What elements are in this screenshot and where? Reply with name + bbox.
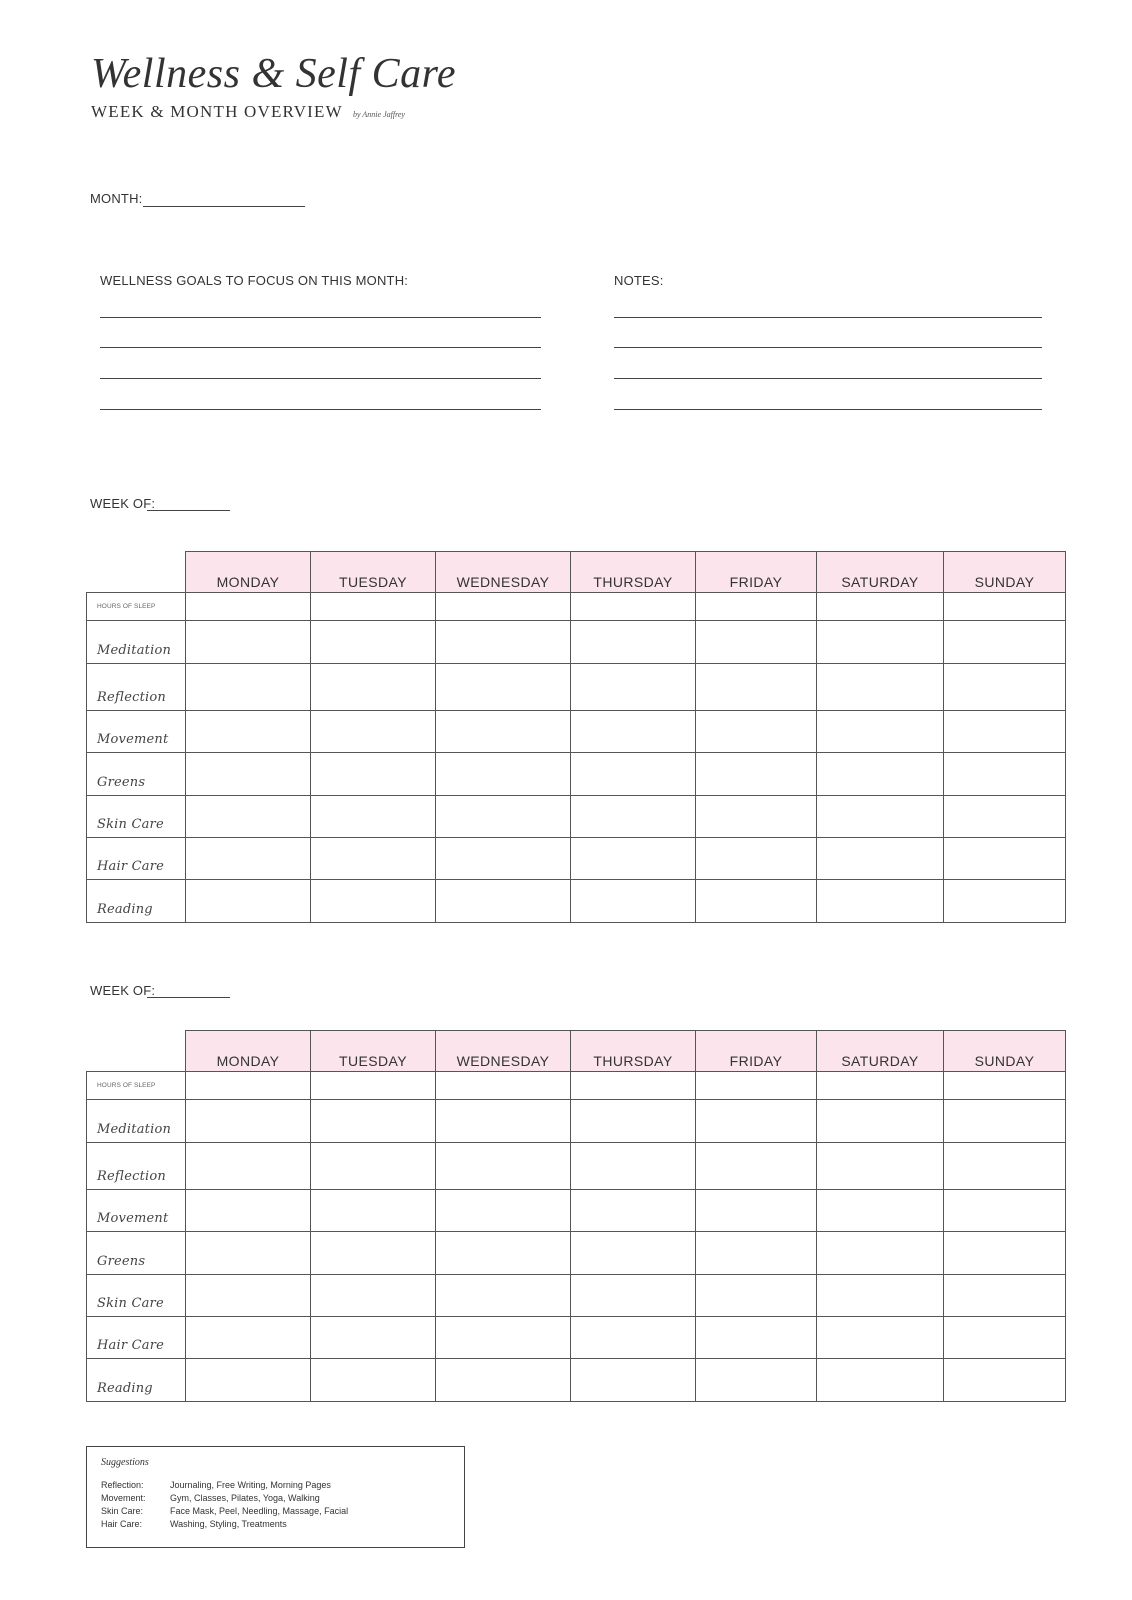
tracker-cell[interactable] [571, 1317, 696, 1359]
table-row [87, 593, 1066, 621]
table-row [87, 711, 1066, 753]
table-row [87, 753, 1066, 796]
table-row [87, 1190, 1066, 1232]
tracker-cell[interactable] [186, 1232, 311, 1275]
tracker-cell[interactable] [696, 1143, 817, 1190]
tracker-cell[interactable] [186, 796, 311, 838]
note-line[interactable] [614, 347, 1042, 348]
goal-line[interactable] [100, 409, 541, 410]
table-row [87, 1275, 1066, 1317]
note-line[interactable] [614, 317, 1042, 318]
corner-cell [87, 552, 186, 593]
tracker-cell[interactable] [436, 1100, 571, 1143]
tracker-cell[interactable] [944, 664, 1066, 711]
tracker-cell[interactable] [436, 1190, 571, 1232]
tracker-cell[interactable] [571, 1072, 696, 1100]
tracker-cell[interactable] [944, 1359, 1066, 1402]
tracker-cell[interactable] [696, 711, 817, 753]
tracker-cell[interactable] [311, 1275, 436, 1317]
tracker-cell[interactable] [696, 1317, 817, 1359]
tracker-cell[interactable] [311, 593, 436, 621]
month-label: MONTH: [90, 191, 143, 206]
page-subtitle: WEEK & MONTH OVERVIEW [91, 102, 343, 121]
note-line[interactable] [614, 409, 1042, 410]
tracker-cell[interactable] [817, 1143, 944, 1190]
tracker-cell[interactable] [571, 621, 696, 664]
byline: by Annie Jaffrey [353, 110, 405, 119]
week-of-field[interactable] [147, 510, 230, 511]
row-label: Skin Care [87, 1275, 186, 1317]
tracker-cell[interactable] [311, 753, 436, 796]
tracker-cell[interactable] [817, 1359, 944, 1402]
tracker-cell[interactable] [311, 1190, 436, 1232]
table-row [87, 1072, 1066, 1100]
day-header: TUESDAY [311, 1031, 436, 1072]
tracker-cell[interactable] [186, 1143, 311, 1190]
tracker-cell[interactable] [571, 1143, 696, 1190]
suggestion-item [101, 1480, 331, 1490]
tracker-cell[interactable] [311, 1072, 436, 1100]
tracker-cell[interactable] [696, 664, 817, 711]
tracker-cell[interactable] [186, 1317, 311, 1359]
tracker-cell[interactable] [571, 1359, 696, 1402]
tracker-cell[interactable] [186, 711, 311, 753]
tracker-cell[interactable] [817, 1232, 944, 1275]
tracker-cell[interactable] [571, 753, 696, 796]
suggestion-key: Skin Care: [101, 1506, 144, 1516]
suggestion-value: Washing, Styling, Treatments [170, 1519, 287, 1529]
day-header: MONDAY [186, 1031, 311, 1072]
suggestions-box [86, 1446, 465, 1548]
tracker-cell[interactable] [696, 1072, 817, 1100]
tracker-cell[interactable] [436, 1359, 571, 1402]
tracker-cell[interactable] [944, 711, 1066, 753]
table-row [87, 1232, 1066, 1275]
day-header: WEDNESDAY [436, 552, 571, 593]
tracker-cell[interactable] [817, 880, 944, 923]
tracker-cell[interactable] [436, 753, 571, 796]
suggestion-value: Journaling, Free Writing, Morning Pages [170, 1480, 331, 1490]
page-title: Wellness & Self Care [91, 51, 457, 97]
row-label: Movement [87, 1190, 186, 1232]
month-field[interactable] [143, 206, 305, 207]
tracker-cell[interactable] [696, 1275, 817, 1317]
suggestions-title: Suggestions [101, 1457, 149, 1468]
suggestion-value: Gym, Classes, Pilates, Yoga, Walking [170, 1493, 320, 1503]
tracker-cell[interactable] [696, 1359, 817, 1402]
day-header: SATURDAY [817, 552, 944, 593]
tracker-cell[interactable] [817, 796, 944, 838]
tracker-cell[interactable] [696, 880, 817, 923]
corner-cell [87, 1031, 186, 1072]
row-label: Skin Care [87, 796, 186, 838]
tracker-cell[interactable] [186, 880, 311, 923]
suggestion-value: Face Mask, Peel, Needling, Massage, Facial [170, 1506, 349, 1516]
table-row [87, 796, 1066, 838]
tracker-cell[interactable] [571, 1100, 696, 1143]
tracker-cell[interactable] [311, 664, 436, 711]
tracker-cell[interactable] [944, 621, 1066, 664]
day-header: FRIDAY [696, 1031, 817, 1072]
tracker-cell[interactable] [571, 1275, 696, 1317]
tracker-cell[interactable] [944, 1232, 1066, 1275]
tracker-cell[interactable] [436, 796, 571, 838]
week-of-label: WEEK OF: [90, 496, 156, 511]
tracker-cell[interactable] [436, 664, 571, 711]
tracker-cell[interactable] [436, 711, 571, 753]
row-label: Greens [87, 1232, 186, 1275]
goal-line[interactable] [100, 347, 541, 348]
day-header: TUESDAY [311, 552, 436, 593]
suggestion-key: Movement: [101, 1493, 146, 1503]
tracker-cell[interactable] [944, 593, 1066, 621]
day-header: SUNDAY [944, 1031, 1066, 1072]
day-header: SUNDAY [944, 552, 1066, 593]
row-label: Reflection [87, 1143, 186, 1190]
tracker-cell[interactable] [436, 1143, 571, 1190]
row-label: Reflection [87, 664, 186, 711]
tracker-cell[interactable] [186, 621, 311, 664]
tracker-cell[interactable] [311, 1100, 436, 1143]
tracker-cell[interactable] [696, 838, 817, 880]
goal-line[interactable] [100, 378, 541, 379]
row-label: Hair Care [87, 838, 186, 880]
tracker-cell[interactable] [311, 1143, 436, 1190]
tracker-cell[interactable] [817, 1275, 944, 1317]
week-of-label: WEEK OF: [90, 983, 156, 998]
tracker-cell[interactable] [817, 838, 944, 880]
tracker-cell[interactable] [571, 593, 696, 621]
tracker-cell[interactable] [571, 1190, 696, 1232]
tracker-cell[interactable] [696, 593, 817, 621]
suggestion-item [101, 1493, 320, 1503]
tracker-cell[interactable] [571, 880, 696, 923]
tracker-cell[interactable] [944, 796, 1066, 838]
tracker-cell[interactable] [311, 621, 436, 664]
tracker-cell[interactable] [696, 1190, 817, 1232]
suggestion-item [101, 1506, 348, 1516]
tracker-cell[interactable] [817, 1190, 944, 1232]
tracker-cell[interactable] [186, 1190, 311, 1232]
tracker-cell[interactable] [311, 880, 436, 923]
tracker-cell[interactable] [186, 664, 311, 711]
tracker-cell[interactable] [436, 593, 571, 621]
goals-label: WELLNESS GOALS TO FOCUS ON THIS MONTH: [100, 273, 409, 288]
tracker-cell[interactable] [436, 1317, 571, 1359]
row-label: Reading [87, 1359, 186, 1402]
tracker-cell[interactable] [944, 1275, 1066, 1317]
table-row [87, 621, 1066, 664]
week-of-field[interactable] [147, 997, 230, 998]
tracker-cell[interactable] [817, 1317, 944, 1359]
suggestion-key: Hair Care: [101, 1519, 143, 1529]
table-row [87, 880, 1066, 923]
tracker-cell[interactable] [944, 753, 1066, 796]
day-header: WEDNESDAY [436, 1031, 571, 1072]
suggestion-item [101, 1519, 287, 1529]
tracker-cell[interactable] [696, 621, 817, 664]
tracker-cell[interactable] [436, 1275, 571, 1317]
tracker-cell[interactable] [944, 838, 1066, 880]
tracker-cell[interactable] [944, 880, 1066, 923]
tracker-cell[interactable] [696, 1232, 817, 1275]
week-table [86, 1030, 1066, 1402]
tracker-cell[interactable] [311, 1317, 436, 1359]
tracker-cell[interactable] [186, 1275, 311, 1317]
tracker-cell[interactable] [817, 664, 944, 711]
tracker-cell[interactable] [817, 1100, 944, 1143]
tracker-cell[interactable] [436, 838, 571, 880]
tracker-cell[interactable] [571, 838, 696, 880]
table-row [87, 1100, 1066, 1143]
tracker-cell[interactable] [817, 753, 944, 796]
tracker-cell[interactable] [186, 1100, 311, 1143]
day-header: SATURDAY [817, 1031, 944, 1072]
tracker-cell[interactable] [186, 1072, 311, 1100]
tracker-cell[interactable] [571, 711, 696, 753]
tracker-cell[interactable] [311, 711, 436, 753]
tracker-cell[interactable] [944, 1190, 1066, 1232]
tracker-cell[interactable] [944, 1317, 1066, 1359]
tracker-cell[interactable] [311, 1232, 436, 1275]
tracker-cell[interactable] [311, 796, 436, 838]
table-row [87, 1359, 1066, 1402]
suggestion-key: Reflection: [101, 1480, 144, 1490]
tracker-cell[interactable] [696, 753, 817, 796]
table-row [87, 664, 1066, 711]
day-header: THURSDAY [571, 1031, 696, 1072]
row-label: Greens [87, 753, 186, 796]
tracker-cell[interactable] [944, 1100, 1066, 1143]
row-label: Movement [87, 711, 186, 753]
tracker-cell[interactable] [817, 593, 944, 621]
tracker-cell[interactable] [311, 838, 436, 880]
day-header: THURSDAY [571, 552, 696, 593]
tracker-cell[interactable] [186, 753, 311, 796]
tracker-cell[interactable] [696, 796, 817, 838]
tracker-cell[interactable] [571, 1232, 696, 1275]
table-row [87, 1317, 1066, 1359]
tracker-cell[interactable] [944, 1072, 1066, 1100]
sleep-label: HOURS OF SLEEP [87, 1072, 186, 1100]
tracker-cell[interactable] [186, 838, 311, 880]
tracker-cell[interactable] [436, 621, 571, 664]
tracker-cell[interactable] [571, 664, 696, 711]
tracker-cell[interactable] [186, 593, 311, 621]
row-label: Meditation [87, 1100, 186, 1143]
tracker-cell[interactable] [436, 880, 571, 923]
goal-line[interactable] [100, 317, 541, 318]
table-row [87, 838, 1066, 880]
tracker-cell[interactable] [436, 1232, 571, 1275]
tracker-cell[interactable] [186, 1359, 311, 1402]
tracker-cell[interactable] [817, 711, 944, 753]
tracker-cell[interactable] [311, 1359, 436, 1402]
day-header: FRIDAY [696, 552, 817, 593]
table-row [87, 1143, 1066, 1190]
tracker-cell[interactable] [944, 1143, 1066, 1190]
notes-label: NOTES: [614, 273, 664, 288]
tracker-cell[interactable] [817, 1072, 944, 1100]
tracker-cell[interactable] [817, 621, 944, 664]
day-header: MONDAY [186, 552, 311, 593]
row-label: Meditation [87, 621, 186, 664]
tracker-cell[interactable] [696, 1100, 817, 1143]
tracker-cell[interactable] [571, 796, 696, 838]
week-table [86, 551, 1066, 923]
row-label: Reading [87, 880, 186, 923]
note-line[interactable] [614, 378, 1042, 379]
tracker-cell[interactable] [436, 1072, 571, 1100]
row-label: Hair Care [87, 1317, 186, 1359]
sleep-label: HOURS OF SLEEP [87, 593, 186, 621]
